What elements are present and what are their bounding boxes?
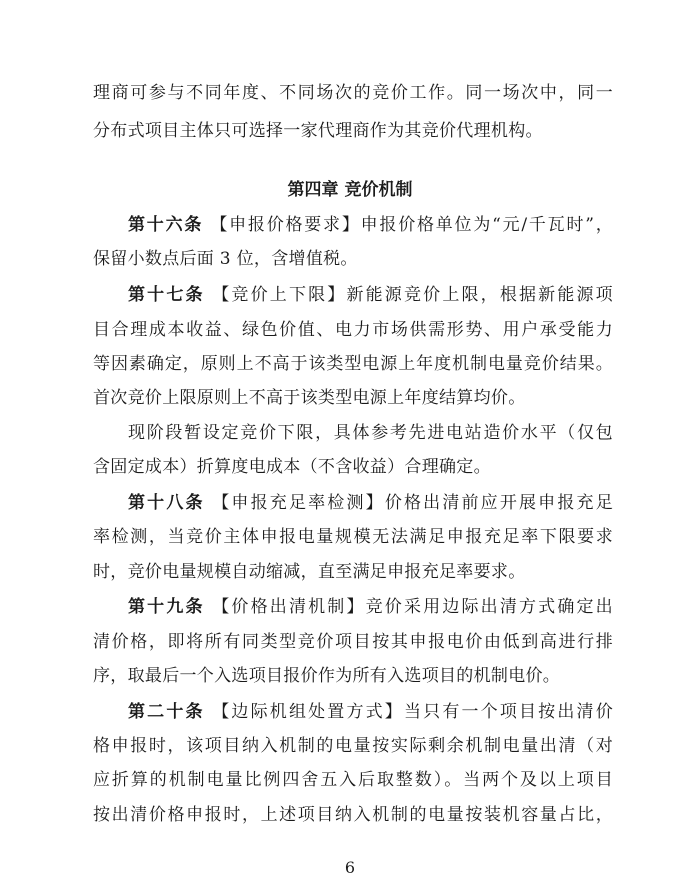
article-18-number: 第十八条: [128, 493, 205, 513]
article-16-heading: 【申报价格要求】: [210, 215, 361, 235]
article-19-line-2: 清价格，即将所有同类型竞价项目按其申报电价由低到高进行排: [93, 632, 613, 652]
article-17-line-5: 现阶段暂设定竞价下限，具体参考先进电站造价水平（仅包: [128, 423, 613, 443]
article-20-heading: 【边际机组处置方式】: [212, 702, 404, 722]
article-20-text: 当只有一个项目按出清价: [403, 702, 613, 722]
article-17-line-4: 首次竞价上限原则上不高于该类型电源上年度结算均价。: [93, 388, 526, 408]
article-17-line-2: 目合理成本收益、绿色价值、电力市场供需形势、用户承受能力: [93, 320, 613, 340]
article-16-line-2: 保留小数点后面 3 位，含增值税。: [93, 249, 358, 269]
article-17-text: 新能源竞价上限，根据新能源项: [346, 285, 613, 305]
article-19-heading: 【价格出清机制】: [212, 597, 366, 617]
article-18-line-2: 率检测，当竞价主体申报电量规模无法满足申报充足率下限要求: [93, 527, 613, 547]
article-18-line-1: [128, 491, 613, 515]
article-17-line-1: [128, 283, 613, 307]
article-20-line-1: [128, 700, 613, 724]
article-19-line-3: 序，取最后一个入选项目报价作为所有入选项目的机制电价。: [93, 666, 561, 686]
article-18-text: 价格出清前应开展申报充足: [384, 493, 613, 513]
article-16-line-1: [128, 213, 613, 237]
intro-line-2: 分布式项目主体只可选择一家代理商作为其竞价代理机构。: [93, 121, 543, 141]
article-19-number: 第十九条: [128, 597, 205, 617]
article-18-line-3: 时，竞价电量规模自动缩减，直至满足申报充足率要求。: [93, 562, 526, 582]
chapter-title: 第四章 竞价机制: [287, 180, 413, 200]
article-17-number: 第十七条: [128, 285, 205, 305]
intro-line-1: 理商可参与不同年度、不同场次的竞价工作。同一场次中，同一: [93, 83, 613, 103]
page-number: 6: [344, 858, 356, 877]
article-20-number: 第二十条: [128, 702, 205, 722]
article-16-number: 第十六条: [128, 215, 204, 235]
article-16-text: 申报价格单位为“元/千瓦时”，: [360, 215, 614, 235]
article-19-text: 竞价采用边际出清方式确定出: [365, 597, 613, 617]
article-19-line-1: [128, 595, 613, 619]
article-17-heading: 【竞价上下限】: [212, 285, 347, 305]
article-18-heading: 【申报充足率检测】: [212, 493, 385, 513]
article-20-line-3: 应折算的机制电量比例四舍五入后取整数）。当两个及以上项目: [93, 770, 613, 790]
article-17-line-6: 含固定成本）折算度电成本（不含收益）合理确定。: [93, 457, 491, 477]
article-20-line-4: 按出清价格申报时，上述项目纳入机制的电量按装机容量占比，: [93, 805, 613, 825]
article-20-line-2: 格申报时，该项目纳入机制的电量按实际剩余机制电量出清（对: [93, 736, 613, 756]
article-17-line-3: 等因素确定，原则上不高于该类型电源上年度机制电量竞价结果。: [93, 354, 613, 374]
